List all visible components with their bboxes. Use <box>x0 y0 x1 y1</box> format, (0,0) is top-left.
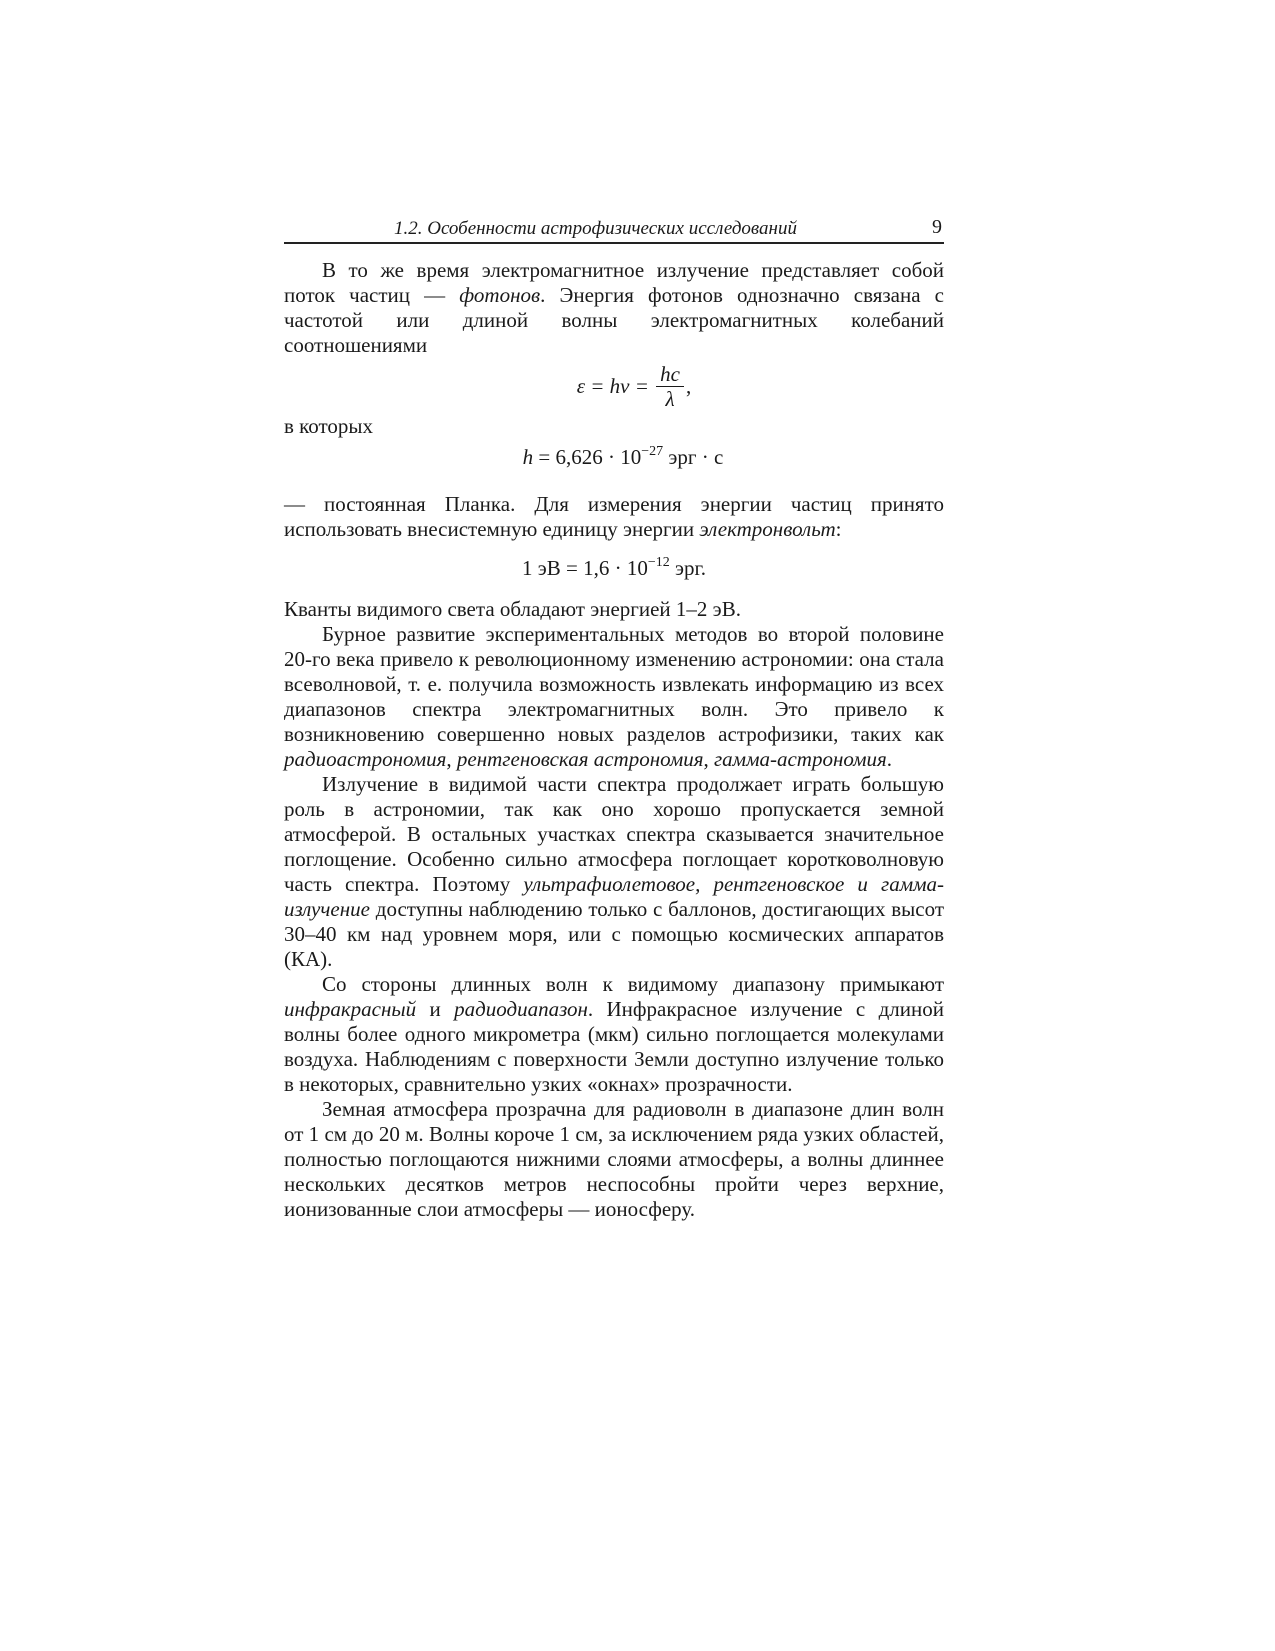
page-number: 9 <box>932 216 942 238</box>
formula-planck: $h = 6,626 \cdot 10^{-27}$ эрг · с <box>522 444 724 469</box>
paragraph-7: Со стороны длинных волн к видимому диапазону примыкают инфракрасный и радиодиапазон. Инфракрасное излучение с длиной волны более одного микрометра (мкм) сильно поглощается молекулами воздуха. Наблюдениям с поверхности Земли доступно излучение только в некоторых, сравнительно узких «окнах» прозрачности. <box>284 972 944 1096</box>
running-header <box>284 216 944 244</box>
body-text <box>284 258 944 1222</box>
paragraph-1: В то же время электромагнитное излучение представляет собой поток частиц — фотонов. Энергия фотонов однозначно связана с частотой или длиной волны электромагнитных колебаний соотношениями <box>284 258 944 357</box>
formula-photon-energy: ε = hν = $\frac{hc}{\lambda}$ , <box>576 361 692 411</box>
paragraph-4: Кванты видимого света обладают энергией 1–2 эВ. <box>284 597 741 621</box>
formula-electronvolt: 1 эВ = $1,6 \cdot 10^{-12}$ эрг. <box>521 555 707 580</box>
paragraph-6: Излучение в видимой части спектра продолжает играть большую роль в астрономии, так как оно хорошо пропускается земной атмосферой. В остальных участках спектра сказывается значительное поглощение. Особенно сильно атмосфера поглощает коротковолновую часть спектра. Поэтому ультрафиолетовое, рентгеновское и гамма-излучение доступны наблюдению только с баллонов, достигающих высот 30–40 км над уровнем моря, или с помощью космических аппаратов (КА). <box>284 772 944 971</box>
paragraph-3: — постоянная Планка. Для измерения энергии частиц принято использовать внесистемную единицу энергии электронвольт: <box>284 492 944 541</box>
paragraph-8: Земная атмосфера прозрачна для радиоволн в диапазоне длин волн от 1 см до 20 м. Волны короче 1 см, за исключением ряда узких областей, полностью поглощаются нижними слоями атмосферы, а волны длиннее нескольких десятков метров неспособны пройти через верхние, ионизованные слои атмосферы — ионосферу. <box>284 1097 944 1221</box>
paragraph-2: в которых <box>284 414 374 438</box>
running-title: 1.2. Особенности астрофизических исследований <box>394 218 797 239</box>
page <box>284 216 944 1222</box>
paragraph-5: Бурное развитие экспериментальных методов во второй половине 20-го века привело к революционному изменению астрономии: она стала всеволновой, т. е. получила возможность извлекать информацию из всех диапазонов спектра электромагнитных волн. Это привело к возникновению совершенно новых разделов астрофизики, таких как радиоастрономия, рентгеновская астрономия, гамма-астрономия. <box>284 622 944 771</box>
